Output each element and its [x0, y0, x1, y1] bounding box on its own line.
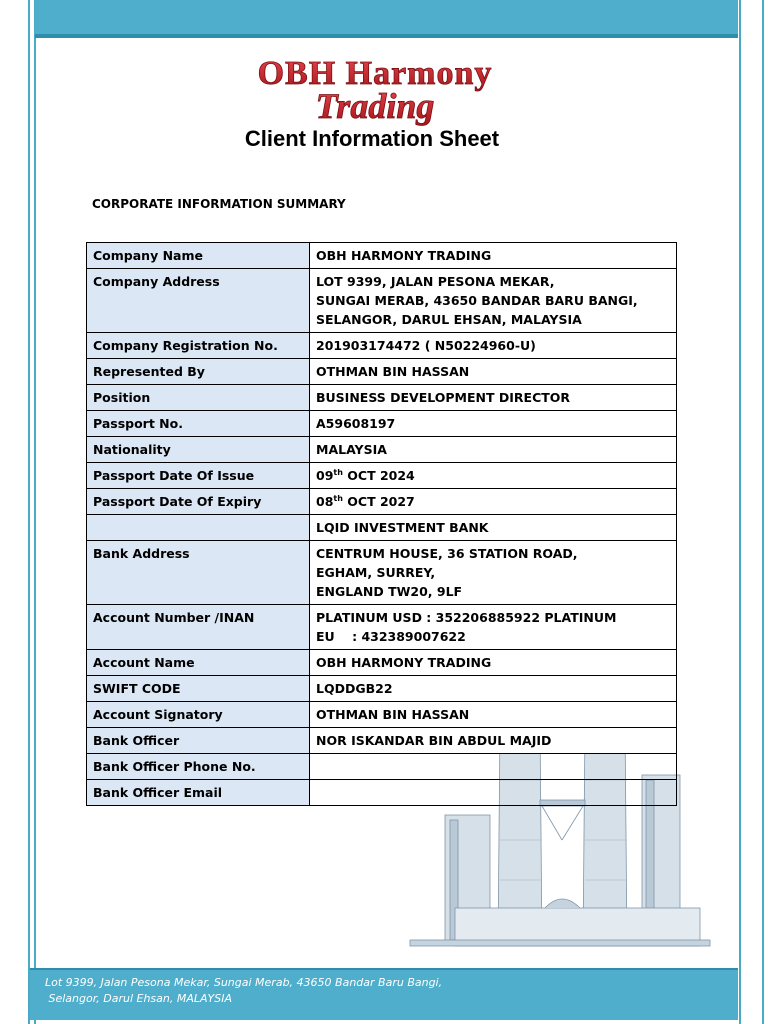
- row-label: Account Number /INAN: [87, 605, 310, 650]
- table-row: [87, 728, 677, 754]
- table-row: [87, 359, 677, 385]
- logo-line1: OBH Harmony: [257, 55, 493, 92]
- row-value: OBH HARMONY TRADING: [310, 650, 677, 676]
- table-row: [87, 541, 677, 605]
- row-label: Bank Officer Email: [87, 780, 310, 806]
- row-value: [310, 463, 677, 489]
- footer-line2: Selangor, Darul Ehsan, MALAYSIA: [45, 992, 232, 1005]
- table-row: [87, 702, 677, 728]
- address-line: EGHAM, SURREY,: [316, 565, 436, 580]
- table-row: [87, 411, 677, 437]
- table-row: [87, 385, 677, 411]
- table-row: [87, 243, 677, 269]
- row-value: [310, 541, 677, 605]
- row-value: OBH HARMONY TRADING: [310, 243, 677, 269]
- logo-line2: Trading: [315, 86, 435, 126]
- address-line: ENGLAND TW20, 9LF: [316, 584, 463, 599]
- row-value: 201903174472 ( N50224960-U): [310, 333, 677, 359]
- page-title: Client Information Sheet: [244, 126, 500, 151]
- row-label: Company Registration No.: [87, 333, 310, 359]
- row-value: [310, 780, 677, 806]
- row-label: Passport No.: [87, 411, 310, 437]
- address-line: LOT 9399, JALAN PESONA MEKAR,: [316, 274, 555, 289]
- row-value: OTHMAN BIN HASSAN: [310, 702, 677, 728]
- date-month-year: OCT 2027: [342, 494, 415, 509]
- row-value: NOR ISKANDAR BIN ABDUL MAJID: [310, 728, 677, 754]
- account-line: PLATINUM USD : 352206885922 PLATINUM: [316, 610, 617, 625]
- table-row: [87, 754, 677, 780]
- row-value: [310, 269, 677, 333]
- row-label: Position: [87, 385, 310, 411]
- address-line: SUNGAI MERAB, 43650 BANDAR BARU BANGI,: [316, 293, 638, 308]
- frame-left-line-inner: [34, 0, 36, 1024]
- row-value: BUSINESS DEVELOPMENT DIRECTOR: [310, 385, 677, 411]
- frame-right-line: [739, 0, 741, 1024]
- row-label: Account Name: [87, 650, 310, 676]
- row-label: Nationality: [87, 437, 310, 463]
- row-label: Bank Address: [87, 541, 310, 605]
- row-label: Bank Officer: [87, 728, 310, 754]
- table-row: [87, 605, 677, 650]
- row-label: Passport Date Of Expiry: [87, 489, 310, 515]
- table-row: [87, 333, 677, 359]
- row-value: A59608197: [310, 411, 677, 437]
- frame-left-line: [28, 0, 30, 1024]
- row-value: [310, 605, 677, 650]
- date-suffix: th: [333, 467, 343, 477]
- table-row: [87, 515, 677, 541]
- section-heading: CORPORATE INFORMATION SUMMARY: [92, 197, 346, 211]
- row-label: Company Address: [87, 269, 310, 333]
- address-line: SELANGOR, DARUL EHSAN, MALAYSIA: [316, 312, 582, 327]
- footer-line1: Lot 9399, Jalan Pesona Mekar, Sungai Merab, 43650 Bandar Baru Bangi,: [45, 976, 443, 989]
- date-month-year: OCT 2024: [342, 468, 415, 483]
- table-row: [87, 650, 677, 676]
- row-label: Company Name: [87, 243, 310, 269]
- row-value: MALAYSIA: [310, 437, 677, 463]
- header-band: [35, 0, 738, 38]
- table-row: [87, 489, 677, 515]
- date-day: 09: [316, 468, 334, 483]
- row-value: [310, 489, 677, 515]
- corporate-info-table: [86, 242, 677, 806]
- row-label: Passport Date Of Issue: [87, 463, 310, 489]
- row-value: [310, 754, 677, 780]
- address-line: CENTRUM HOUSE, 36 STATION ROAD,: [316, 546, 578, 561]
- row-label: Represented By: [87, 359, 310, 385]
- account-line: EU : 432389007622: [316, 629, 466, 644]
- row-label: [87, 515, 310, 541]
- table-row: [87, 437, 677, 463]
- row-label: SWIFT CODE: [87, 676, 310, 702]
- table-row: [87, 463, 677, 489]
- date-suffix: th: [333, 493, 343, 503]
- table-row: [87, 780, 677, 806]
- row-value: LQID INVESTMENT BANK: [310, 515, 677, 541]
- row-label: Bank Officer Phone No.: [87, 754, 310, 780]
- footer-address: [45, 975, 705, 1007]
- row-value: LQDDGB22: [310, 676, 677, 702]
- frame-right-line-outer: [762, 0, 764, 1024]
- row-label: Account Signatory: [87, 702, 310, 728]
- date-day: 08: [316, 494, 334, 509]
- row-value: OTHMAN BIN HASSAN: [310, 359, 677, 385]
- table-row: [87, 676, 677, 702]
- table-row: [87, 269, 677, 333]
- company-logo: [225, 52, 525, 132]
